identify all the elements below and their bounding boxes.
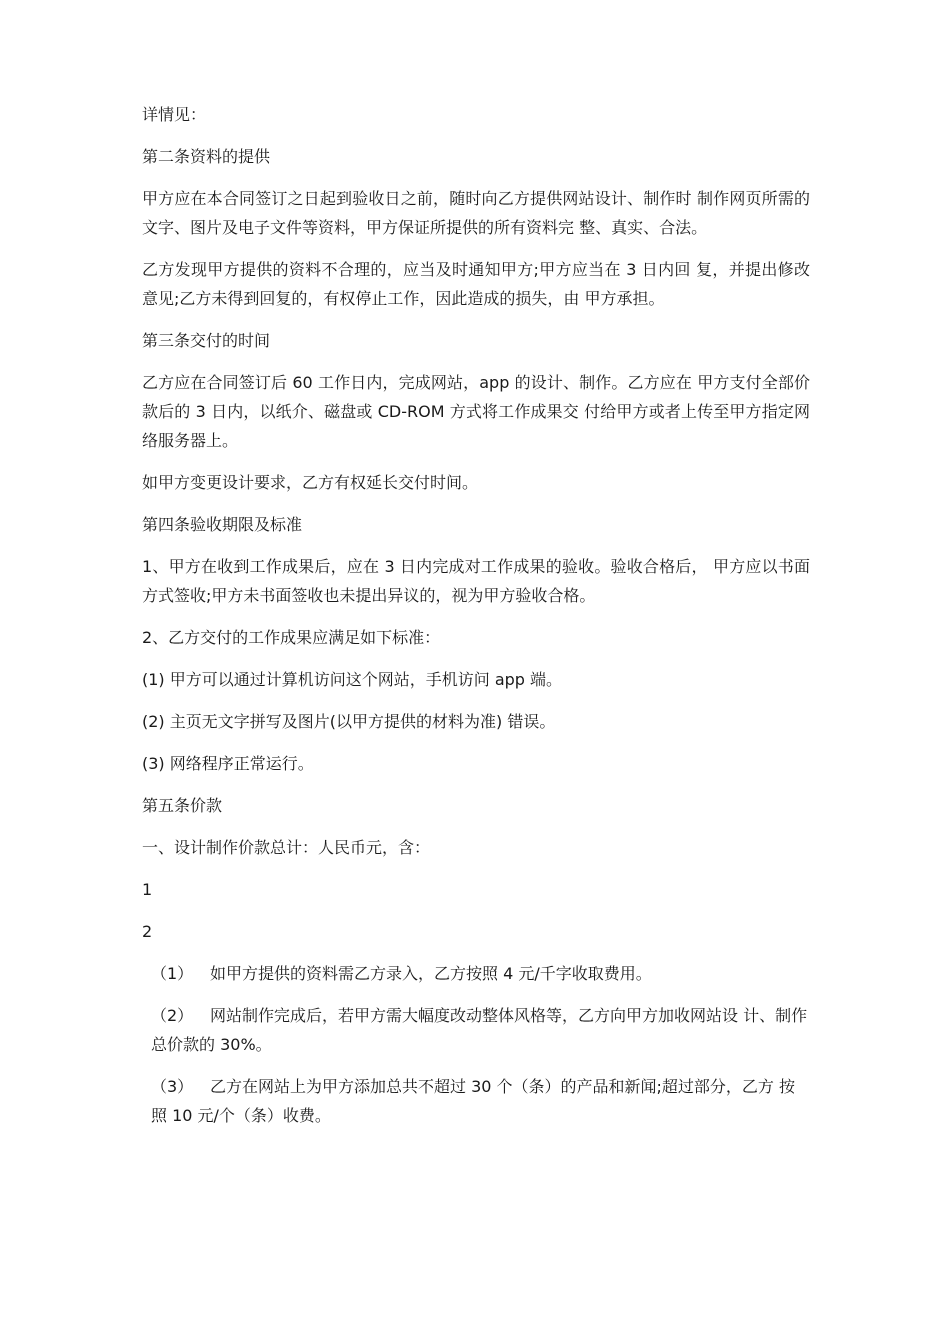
paragraph-price-total: 一、设计制作价款总计：人民币元，含： bbox=[142, 838, 431, 857]
paragraph-detail-see: 详情见： bbox=[142, 105, 207, 124]
fee-item-text: 乙方在网站上为甲方添加总共不超过 30 个（条）的产品和新闻;超过部分，乙方 按照 10 元/个（条）收费。 bbox=[151, 1077, 796, 1125]
paragraph-standard-2: (2) 主页无文字拼写及图片(以甲方提供的材料为准) 错误。 bbox=[142, 712, 556, 731]
paragraph-standard-3: (3) 网络程序正常运行。 bbox=[142, 754, 314, 773]
fee-item-2 bbox=[142, 1001, 810, 1059]
document-page bbox=[142, 100, 810, 1143]
heading-article-5: 第五条价款 bbox=[142, 796, 223, 815]
fee-item-1 bbox=[142, 959, 810, 988]
paragraph-article-4-2: 2、乙方交付的工作成果应满足如下标准： bbox=[142, 628, 441, 647]
paragraph-article-2-a: 甲方应在本合同签订之日起到验收日之前，随时向乙方提供网站设计、制作时 制作网页所需的文字、图片及电子文件等资料，甲方保证所提供的所有资料完 整、真实、合法。 bbox=[142, 189, 810, 237]
paragraph-standard-1: (1) 甲方可以通过计算机访问这个网站，手机访问 app 端。 bbox=[142, 670, 563, 689]
fee-item-text: 如甲方提供的资料需乙方录入，乙方按照 4 元/千字收取费用。 bbox=[210, 964, 652, 983]
heading-article-4: 第四条验收期限及标准 bbox=[142, 515, 303, 534]
paragraph-list-1: 1 bbox=[142, 880, 153, 899]
paragraph-article-2-b: 乙方发现甲方提供的资料不合理的，应当及时通知甲方;甲方应当在 3 日内回 复，并提出修改意见;乙方未得到回复的，有权停止工作，因此造成的损失，由 甲方承担。 bbox=[142, 260, 810, 308]
heading-article-3: 第三条交付的时间 bbox=[142, 331, 271, 350]
paragraph-article-4-1: 1、甲方在收到工作成果后，应在 3 日内完成对工作成果的验收。验收合格后， 甲方应以书面方式签收;甲方未书面签收也未提出异议的，视为甲方验收合格。 bbox=[142, 557, 810, 605]
paragraph-article-3-b: 如甲方变更设计要求，乙方有权延长交付时间。 bbox=[142, 473, 479, 492]
heading-article-2: 第二条资料的提供 bbox=[142, 147, 271, 166]
fee-item-text: 网站制作完成后，若甲方需大幅度改动整体风格等，乙方向甲方加收网站设 计、制作总价款的 30%。 bbox=[151, 1006, 808, 1054]
fee-item-3 bbox=[142, 1072, 810, 1130]
paragraph-list-2: 2 bbox=[142, 922, 153, 941]
fee-item-number: （2） bbox=[151, 1006, 194, 1025]
fee-item-number: （3） bbox=[151, 1077, 194, 1096]
fee-item-number: （1） bbox=[151, 964, 194, 983]
paragraph-article-3-a: 乙方应在合同签订后 60 工作日内，完成网站，app 的设计、制作。乙方应在 甲方支付全部价款后的 3 日内，以纸介、磁盘或 CD-ROM 方式将工作成果交 付给甲方或者上传至甲方指定网络服务器上。 bbox=[142, 373, 810, 450]
